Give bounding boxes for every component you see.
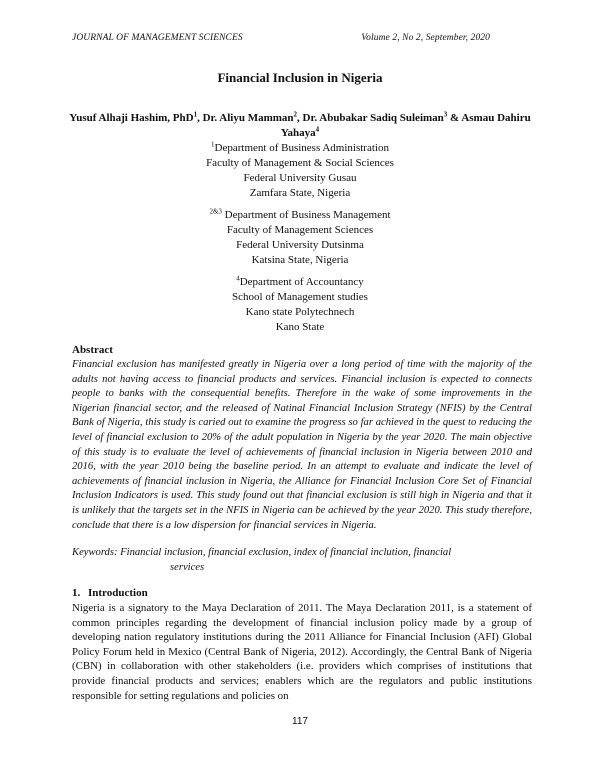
affiliation-line bbox=[100, 141, 500, 156]
affiliation-line bbox=[100, 275, 500, 290]
page-number: 117 bbox=[292, 716, 308, 727]
keywords bbox=[72, 546, 532, 575]
author-4-sup: 4 bbox=[315, 125, 320, 134]
introduction-body: Nigeria is a signatory to the Maya Declaration of 2011. The Maya Declaration 2011, is a statement of common principles regarding the development of financial inclusion policy made by a group of developing nation regulatory institutions during the 2011 Alliance for Financial Inclusion (AFI) Global Policy Forum held in Mexico (Central Bank of Nigeria, 2012). Accordingly, the Central Bank of Nigeria (CBN) in collaboration with other stakeholders (i.e. providers which comprises of institutions that provide financial products and services; enablers which are the regulators and public institutions responsible for setting regulations and policies on bbox=[72, 602, 532, 702]
author-2: , Dr. Aliyu Mamman bbox=[197, 112, 294, 124]
section-heading bbox=[72, 587, 148, 599]
author-3-sup: 3 bbox=[443, 110, 448, 119]
abstract-heading: Abstract bbox=[72, 344, 113, 356]
affiliation-line: Kano state Polytechnech bbox=[245, 306, 355, 318]
affiliation-line: Federal University Gusau bbox=[243, 172, 357, 184]
affiliation-sup: 2&3 bbox=[209, 207, 222, 216]
affiliation-line: School of Management studies bbox=[232, 291, 368, 303]
author-4: & Asmau Dahiru Yahaya bbox=[280, 112, 531, 139]
paper-title: Financial Inclusion in Nigeria bbox=[217, 70, 383, 85]
keywords-line-2: services bbox=[170, 561, 205, 573]
affiliation-line: Katsina State, Nigeria bbox=[251, 254, 349, 266]
section-title: Introduction bbox=[88, 587, 148, 599]
affiliation-line: Faculty of Management & Social Sciences bbox=[206, 157, 394, 169]
author-list bbox=[60, 111, 540, 141]
affiliation-line: Faculty of Management Sciences bbox=[226, 224, 374, 236]
affiliation-text: Department of Accountancy bbox=[239, 276, 364, 288]
affiliation-text: Department of Business Administration bbox=[214, 142, 389, 154]
section-number: 1. bbox=[72, 587, 81, 599]
abstract-body: Financial exclusion has manifested greatly in Nigeria over a long period of time with the majority of the adults not having access to financial products and services. Financial inclusion is expected to connects people to banks with the consequential benefits. Therefore in the wake of some improvements in the Nigerian financial sector, and the released of Natinal Financial Inclusion Strategy (NFIS) by the Central Bank of Nigeria, this study is caried out to examine the progress so far achieved in the quest to reducing the level of financial exclusion to 20% of the adult population in Nigeria by the year 2020. The main objective of this study is to evaluate the level of achievements of financial inclusion in Nigeria between 2010 and 2016, with the year 2010 being the baseline period. In an attempt to evaluate and indicate the level of achievements of financial inclusion in Nigeria, the Alliance for Financial Inclusion Core Set of Financial Inclusion Indicators is used. This study found out that financial exclusion is still high in Nigeria and that it is unlikely that the targets set in the NFIS in Nigeria can be achieved by the year 2020. This study therefore, conclude that there is a low dispersion for financial services in Nigeria. bbox=[72, 359, 532, 531]
author-2-sup: 2 bbox=[293, 110, 298, 119]
affiliation-line: Federal University Dutsinma bbox=[236, 239, 364, 251]
issue-info: Volume 2, No 2, September, 2020 bbox=[361, 33, 490, 43]
affiliation-3 bbox=[100, 275, 500, 335]
affiliation-line: Zamfara State, Nigeria bbox=[249, 187, 351, 199]
affiliation-sup: 4 bbox=[236, 274, 240, 283]
author-1: Yusuf Alhaji Hashim, PhD bbox=[69, 112, 194, 124]
author-3: , Dr. Abubakar Sadiq Suleiman bbox=[297, 112, 444, 124]
affiliation-1 bbox=[100, 141, 500, 201]
journal-name: JOURNAL OF MANAGEMENT SCIENCES bbox=[72, 33, 243, 43]
author-1-sup: 1 bbox=[193, 110, 198, 119]
affiliation-2 bbox=[100, 208, 500, 268]
keywords-line-1: Keywords: Financial inclusion, financial exclusion, index of financial inclution, financial bbox=[72, 547, 452, 558]
affiliation-line: Kano State bbox=[275, 321, 325, 333]
affiliation-sup: 1 bbox=[211, 140, 215, 149]
affiliation-text: Department of Business Management bbox=[221, 209, 391, 221]
affiliation-line bbox=[100, 208, 500, 223]
